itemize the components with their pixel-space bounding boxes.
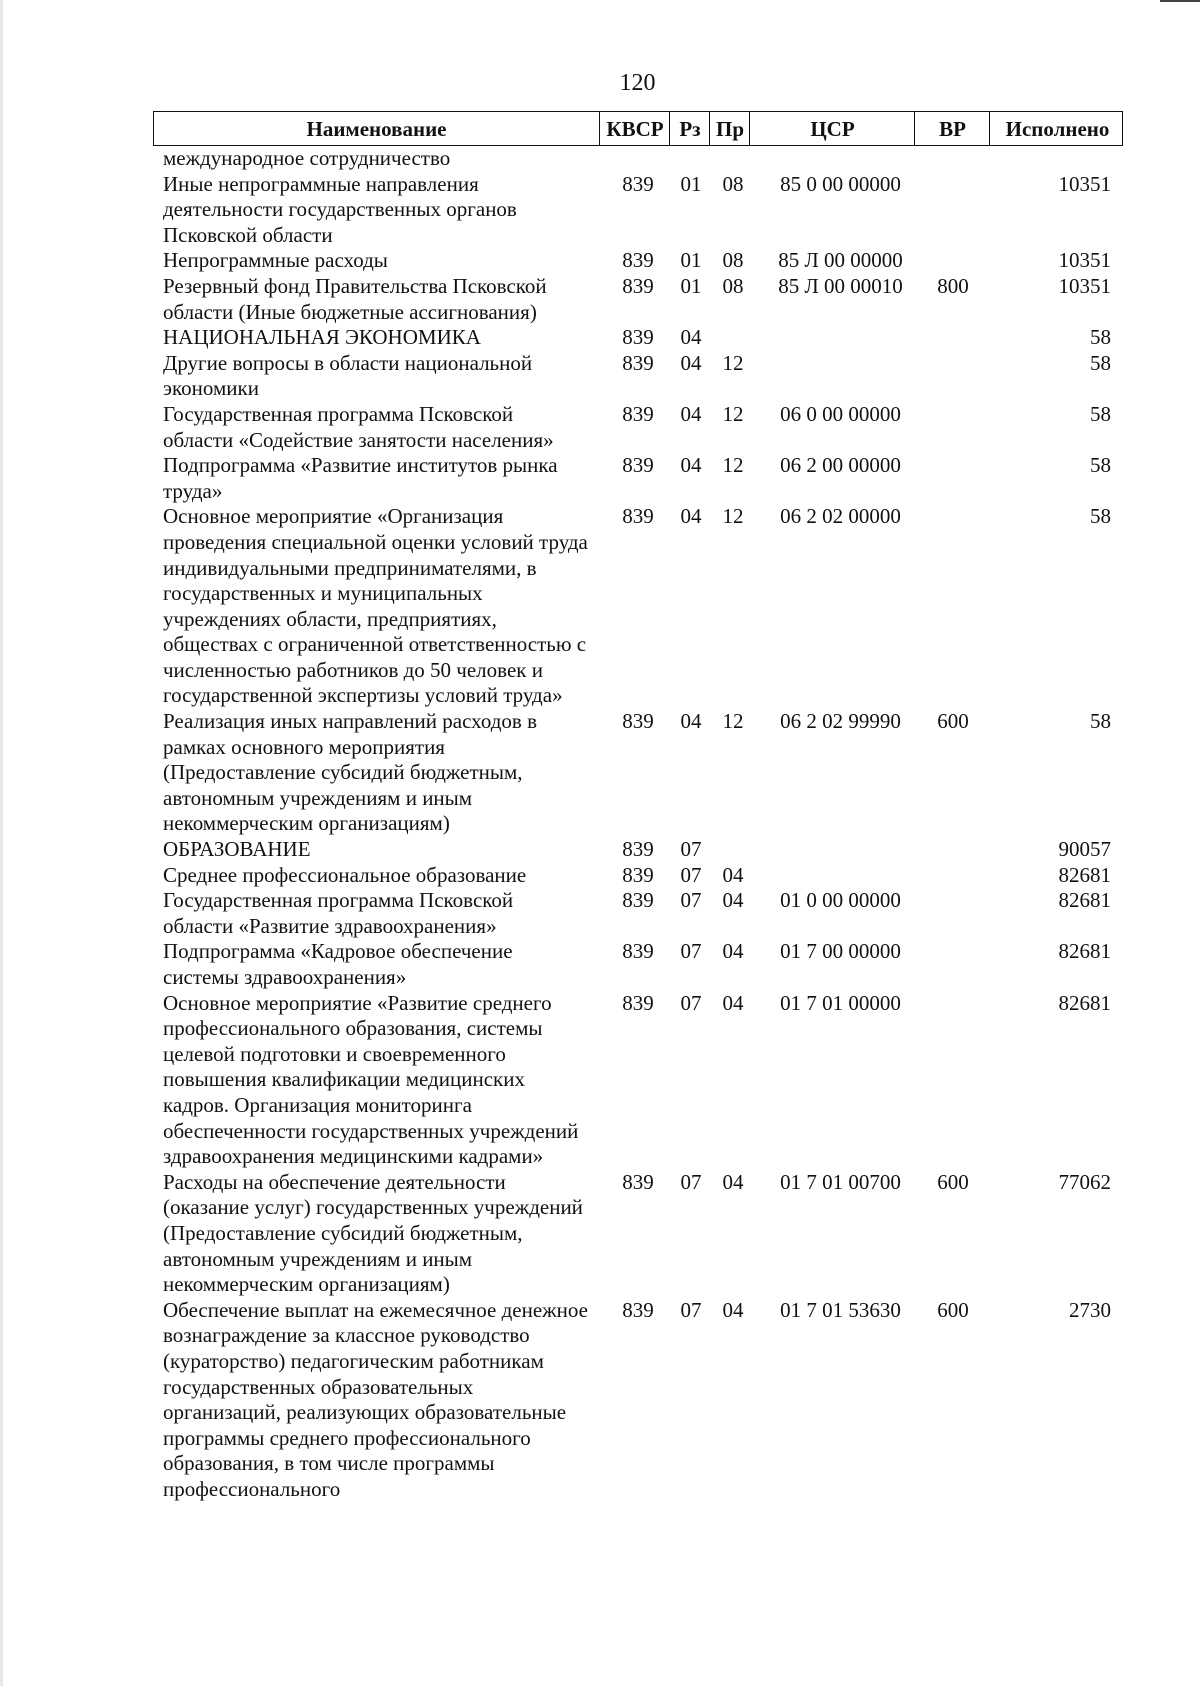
row-rz: 04 (680, 401, 702, 426)
row-rz: 04 (680, 453, 702, 478)
row-name: Резервный фонд Правительства Псковской области (Иные бюджетные ассигнования) (163, 273, 547, 324)
row-name: Подпрограмма «Развитие институтов рынка труда» (163, 453, 558, 503)
row-pr: 08 (722, 248, 744, 273)
row-pr: 04 (722, 1169, 744, 1194)
header-name: Наименование (306, 117, 447, 141)
row-kvsr: 839 (622, 862, 654, 887)
row-name: Реализация иных направлений расходов в рамках основного мероприятия (Предоставление субсидий бюджетным, автономным учреждениям и иным некоммерческим организациям) (163, 709, 538, 836)
row-amount: 10351 (1058, 171, 1111, 196)
row-rz: 07 (680, 1169, 702, 1194)
row-pr: 12 (722, 350, 744, 375)
row-vr: 600 (937, 1297, 969, 1322)
table-row (153, 172, 1123, 249)
row-pr: 04 (722, 888, 744, 913)
row-csr: 85 0 00 00000 (780, 171, 901, 196)
row-amount: 58 (1090, 350, 1111, 375)
row-kvsr: 839 (622, 325, 654, 350)
table-row (153, 453, 1123, 504)
table-row (153, 325, 1123, 351)
row-kvsr: 839 (622, 171, 654, 196)
row-name: международное сотрудничество (163, 146, 451, 170)
row-amount: 58 (1090, 709, 1111, 734)
row-name: Подпрограмма «Кадровое обеспечение системы здравоохранения» (163, 939, 513, 989)
header-vr: ВР (939, 117, 966, 141)
row-amount: 77062 (1058, 1169, 1111, 1194)
row-rz: 07 (680, 939, 702, 964)
header-pr: Пр (715, 117, 744, 141)
row-rz: 07 (680, 837, 702, 862)
budget-table (153, 111, 1123, 1502)
row-rz: 01 (680, 248, 702, 273)
row-name: Основное мероприятие «Организация проведения специальной оценки условий труда индивидуальными предпринимателями, в государственных и муниципальных учреждениях области, предприятиях, обществах с ограниченной ответственностью с численностью работников до 50 человек и государственной экспертизы условий труда» (163, 504, 588, 708)
header-kvsr: КВСР (606, 117, 664, 141)
row-pr: 08 (722, 171, 744, 196)
row-rz: 01 (680, 273, 702, 298)
row-name: ОБРАЗОВАНИЕ (163, 837, 311, 862)
table-row (153, 939, 1123, 990)
row-amount: 90057 (1058, 837, 1111, 862)
scan-top-mark (1160, 0, 1200, 2)
row-amount: 82681 (1058, 862, 1111, 887)
table-row (153, 991, 1123, 1170)
row-kvsr: 839 (622, 837, 654, 862)
row-csr: 85 Л 00 00010 (778, 273, 903, 298)
row-name: Основное мероприятие «Развитие среднего профессионального образования, системы целевой подготовки и своевременного повышения квалификации медицинских кадров. Организация мониторинга обеспеченности государственных учреждений здравоохранения медицинскими кадрами» (163, 990, 579, 1169)
row-kvsr: 839 (622, 350, 654, 375)
table-row (153, 146, 1123, 172)
row-kvsr: 839 (622, 1297, 654, 1322)
row-rz: 01 (680, 171, 702, 196)
page-number: 120 (619, 70, 656, 96)
table-row (153, 274, 1123, 325)
row-name: Государственная программа Псковской области «Содействие занятости населения» (163, 401, 554, 452)
row-csr: 06 2 02 00000 (780, 504, 901, 529)
header-csr: ЦСР (810, 117, 855, 141)
row-name: НАЦИОНАЛЬНАЯ ЭКОНОМИКА (163, 325, 481, 350)
row-csr: 85 Л 00 00000 (778, 248, 903, 273)
row-csr: 01 7 00 00000 (780, 939, 901, 964)
row-amount: 10351 (1058, 273, 1111, 298)
row-name: Среднее профессиональное образование (163, 862, 527, 887)
row-amount: 58 (1090, 453, 1111, 478)
row-kvsr: 839 (622, 504, 654, 529)
row-rz: 07 (680, 990, 702, 1015)
row-kvsr: 839 (622, 939, 654, 964)
row-amount: 58 (1090, 325, 1111, 350)
row-name: Непрограммные расходы (163, 248, 388, 273)
row-csr: 01 7 01 00000 (780, 990, 901, 1015)
row-name: Иные непрограммные направления деятельности государственных органов Псковской области (163, 171, 517, 247)
table-row (153, 504, 1123, 709)
row-kvsr: 839 (622, 990, 654, 1015)
row-pr: 12 (722, 709, 744, 734)
table-row (153, 709, 1123, 837)
row-pr: 12 (722, 401, 744, 426)
row-pr: 04 (722, 990, 744, 1015)
row-amount: 58 (1090, 504, 1111, 529)
row-csr: 06 2 02 99990 (780, 709, 901, 734)
table-body (153, 146, 1123, 1502)
row-amount: 2730 (1069, 1297, 1111, 1322)
row-amount: 82681 (1058, 939, 1111, 964)
table-row (153, 248, 1123, 274)
row-kvsr: 839 (622, 401, 654, 426)
row-pr: 12 (722, 453, 744, 478)
row-pr: 04 (722, 1297, 744, 1322)
row-name: Расходы на обеспечение деятельности (оказание услуг) государственных учреждений (Предоставление субсидий бюджетным, автономным учреждениям и иным некоммерческим организациям) (163, 1169, 583, 1297)
row-kvsr: 839 (622, 709, 654, 734)
row-rz: 04 (680, 709, 702, 734)
row-pr: 04 (722, 939, 744, 964)
row-rz: 07 (680, 1297, 702, 1322)
header-rz: Рз (679, 117, 701, 141)
row-rz: 04 (680, 350, 702, 375)
row-amount: 82681 (1058, 888, 1111, 913)
row-name: Государственная программа Псковской области «Развитие здравоохранения» (163, 888, 514, 938)
table-row (153, 351, 1123, 402)
row-vr: 600 (937, 709, 969, 734)
header-amount: Исполнено (1005, 117, 1110, 141)
row-pr: 04 (722, 862, 744, 887)
row-kvsr: 839 (622, 1169, 654, 1194)
row-rz: 07 (680, 862, 702, 887)
row-csr: 06 2 00 00000 (780, 453, 901, 478)
table-row (153, 888, 1123, 939)
scan-edge (0, 0, 3, 1686)
row-amount: 82681 (1058, 990, 1111, 1015)
table-header (153, 111, 1123, 146)
row-pr: 12 (722, 504, 744, 529)
row-kvsr: 839 (622, 888, 654, 913)
row-rz: 04 (680, 504, 702, 529)
row-rz: 04 (680, 325, 702, 350)
table-row (153, 863, 1123, 889)
row-rz: 07 (680, 888, 702, 913)
table-row (153, 402, 1123, 453)
table-row (153, 837, 1123, 863)
row-amount: 58 (1090, 401, 1111, 426)
row-csr: 01 7 01 00700 (780, 1169, 901, 1194)
table-row (153, 1170, 1123, 1298)
row-csr: 01 7 01 53630 (780, 1297, 901, 1322)
row-name: Другие вопросы в области национальной экономики (163, 350, 533, 401)
row-kvsr: 839 (622, 453, 654, 478)
row-pr: 08 (722, 273, 744, 298)
row-name: Обеспечение выплат на ежемесячное денежное вознаграждение за классное руководство (кураторство) педагогическим работникам государственных образовательных организаций, реализующих образовательные программы среднего профессионального образования, в том числе программы профессионального (163, 1297, 588, 1501)
table-row (153, 1298, 1123, 1503)
row-amount: 10351 (1058, 248, 1111, 273)
row-csr: 01 0 00 00000 (780, 888, 901, 913)
row-csr: 06 0 00 00000 (780, 401, 901, 426)
row-kvsr: 839 (622, 273, 654, 298)
row-kvsr: 839 (622, 248, 654, 273)
row-vr: 800 (937, 273, 969, 298)
row-vr: 600 (937, 1169, 969, 1194)
